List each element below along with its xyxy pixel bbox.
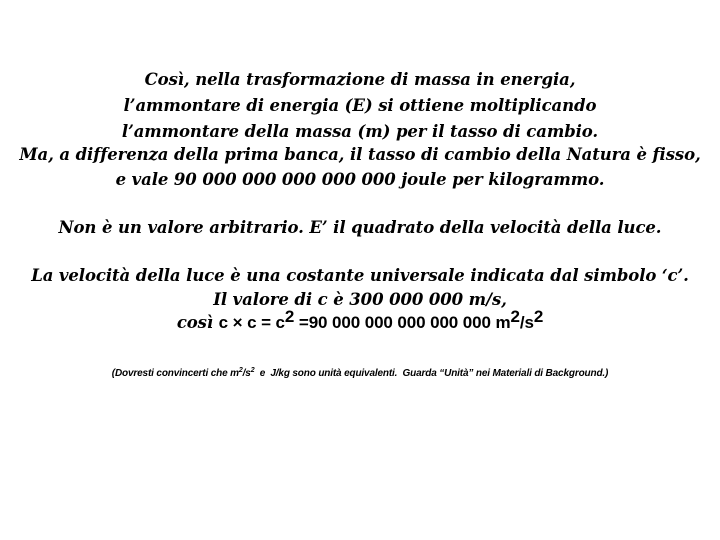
formula-c-squared: c × c = c xyxy=(218,313,285,332)
formula-value: =90 000 000 000 000 000 m xyxy=(294,313,511,332)
paragraph-3-line-3 xyxy=(0,307,720,333)
paragraph-1-line-5: e vale 90 000 000 000 000 000 joule per kilogrammo. xyxy=(115,170,605,189)
formula-exponent-3: 2 xyxy=(533,307,544,326)
formula-unit: /s xyxy=(519,313,534,332)
footnote-part-3: e J/kg sono unità equivalenti. Guarda “Unità” nei Materiali di Background.) xyxy=(254,368,609,379)
formula-prefix: così xyxy=(176,313,219,332)
paragraph-1-line-4: Ma, a differenza della prima banca, il tasso di cambio della Natura è fisso, xyxy=(19,145,701,164)
footnote-part-2: /s xyxy=(242,368,251,379)
paragraph-3-line-2: Il valore di c è 300 000 000 m/s, xyxy=(213,290,507,309)
paragraph-1-line-1: Così, nella trasformazione di massa in energia, xyxy=(144,70,576,89)
footnote xyxy=(0,367,720,381)
footnote-part-1: (Dovresti convincerti che m xyxy=(111,368,239,379)
paragraph-1-line-2: l’ammontare di energia (E) si ottiene moltiplicando xyxy=(123,96,597,115)
paragraph-2: Non è un valore arbitrario. E’ il quadrato della velocità della luce. xyxy=(58,218,662,237)
paragraph-3-line-1: La velocità della luce è una costante universale indicata dal simbolo ‘c’. xyxy=(31,266,689,285)
paragraph-1-line-3: l’ammontare della massa (m) per il tasso di cambio. xyxy=(121,122,599,141)
formula-exponent-1: 2 xyxy=(284,307,295,326)
footnote-exponent-1: 2 xyxy=(238,367,243,374)
footnote-exponent-2: 2 xyxy=(250,367,255,374)
formula-exponent-2: 2 xyxy=(510,307,520,326)
